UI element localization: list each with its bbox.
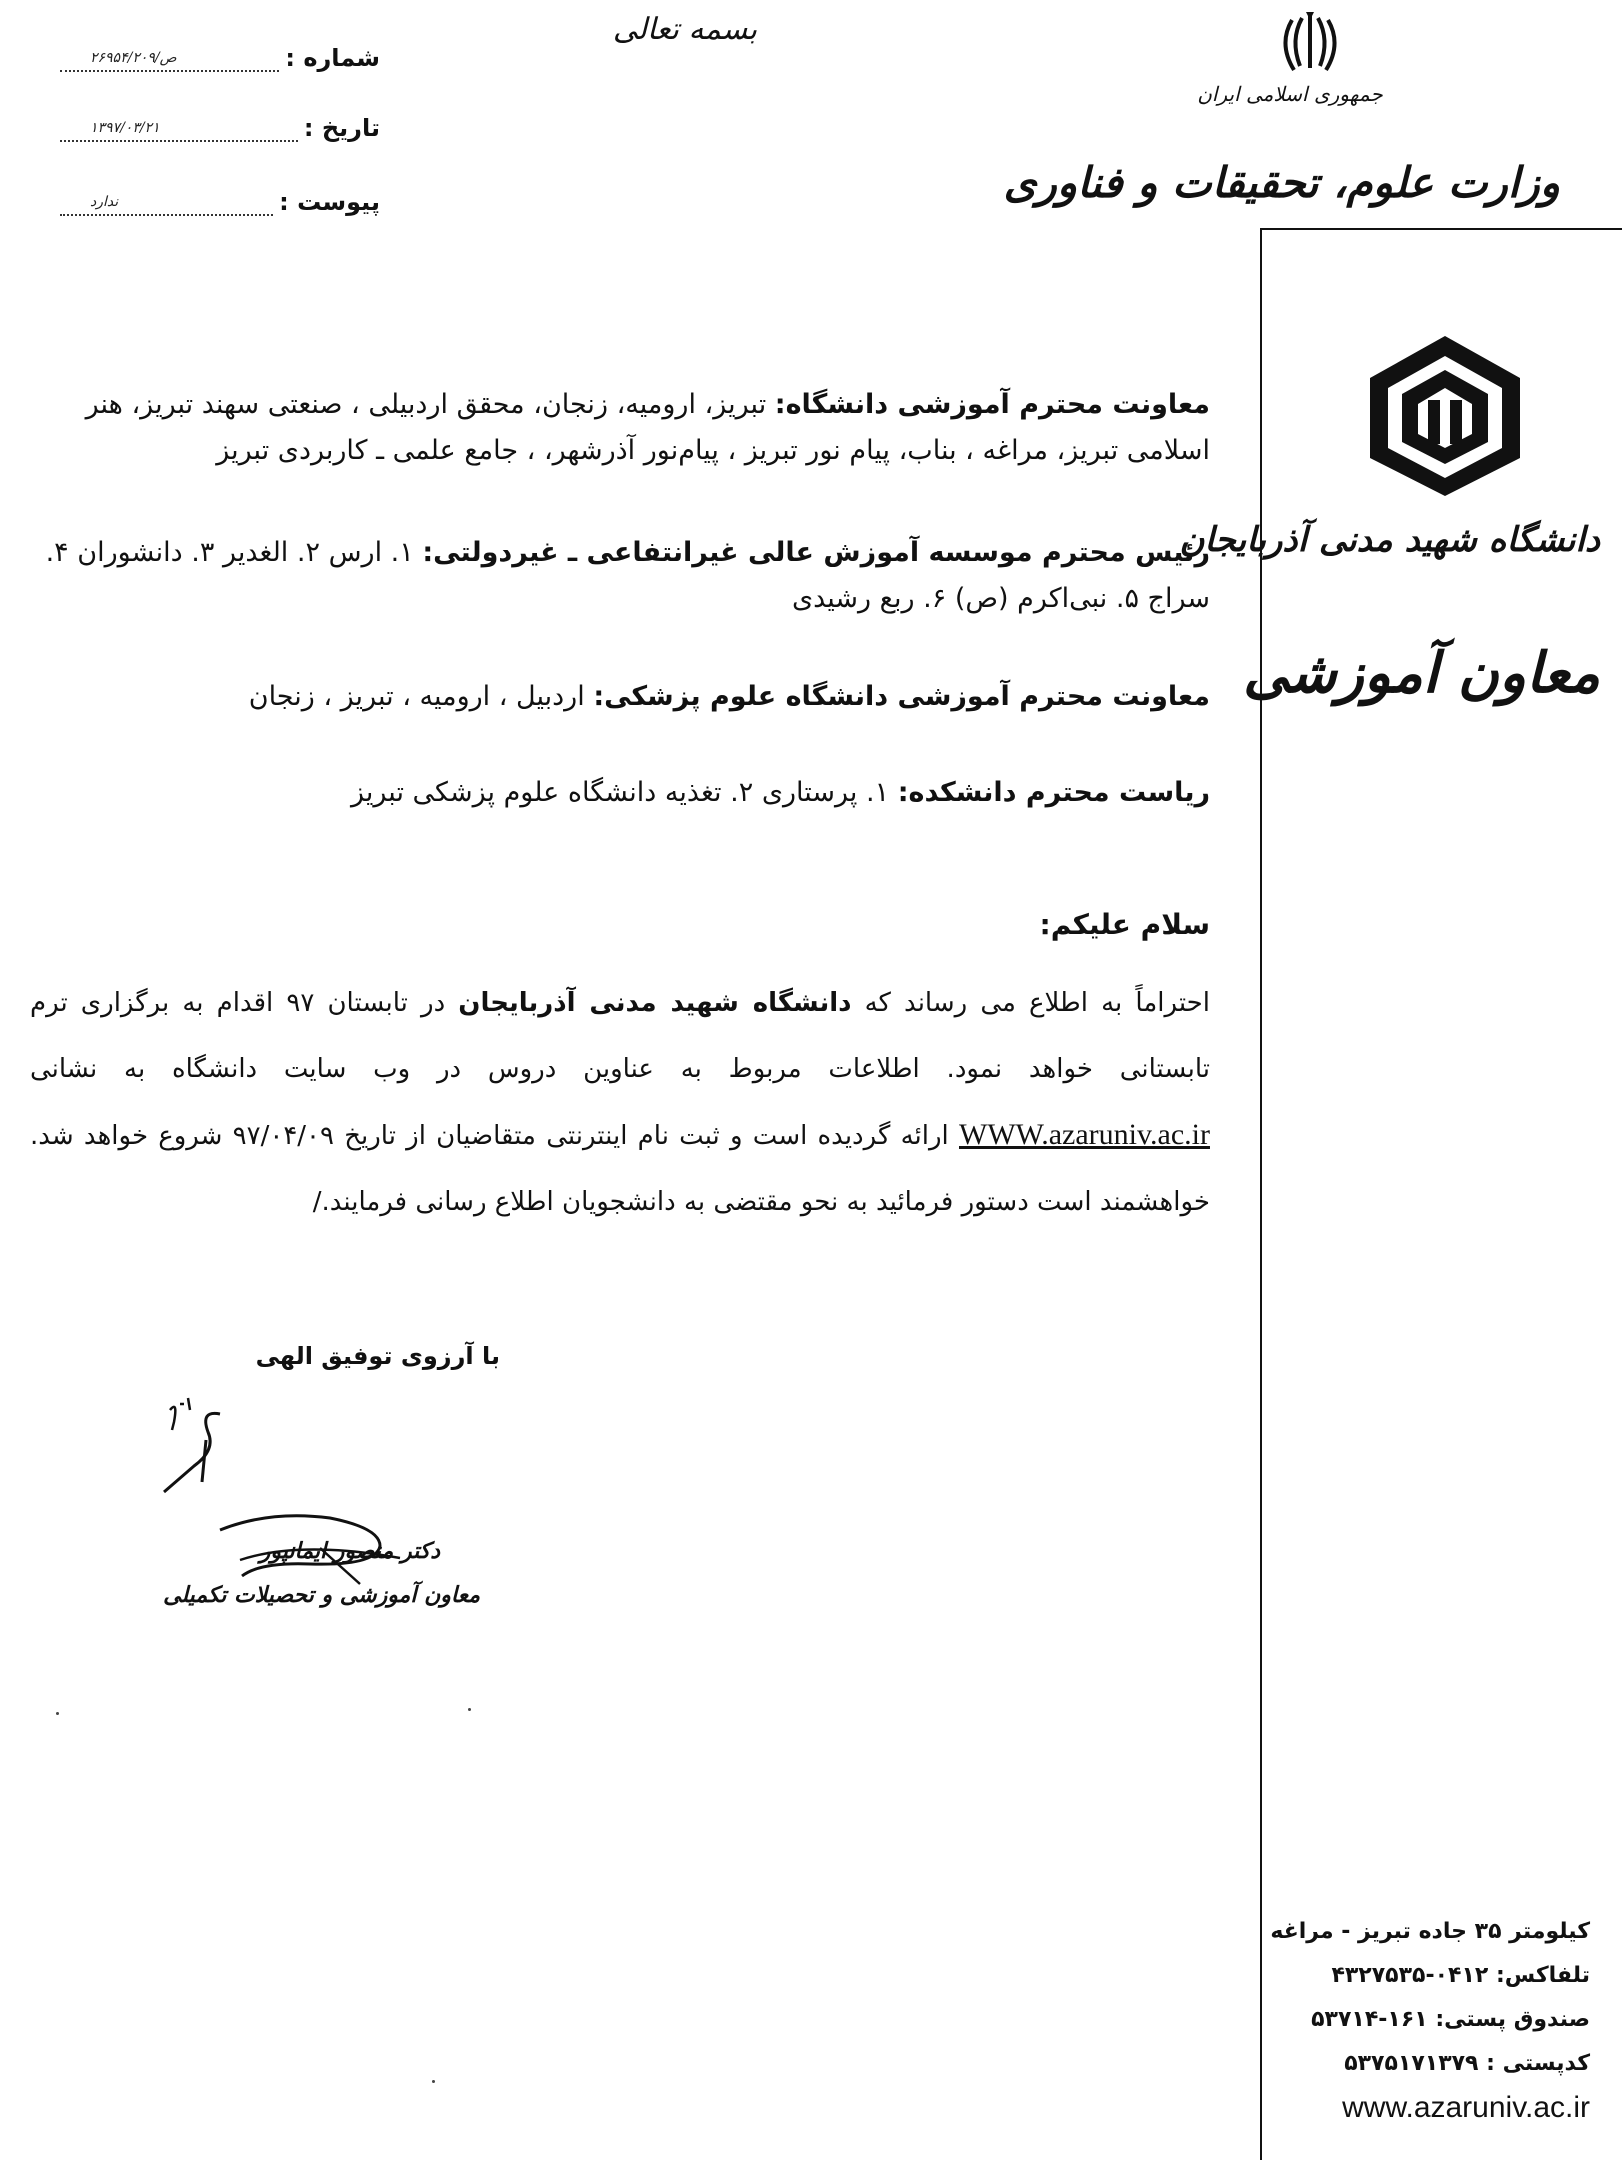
body-text: احتراماً به اطلاع می رساند که <box>851 988 1210 1018</box>
attachment-field <box>60 182 380 216</box>
addressee-university-deputies <box>30 382 1210 474</box>
scan-speck <box>432 2080 435 2083</box>
addressee-list: ۱. پرستاری ۲. تغذیه دانشگاه علوم پزشکی تبریز <box>350 777 898 808</box>
body-university-name: دانشگاه شهید مدنی آذربایجان <box>458 988 852 1018</box>
republic-name: جمهوری اسلامی ایران <box>1197 82 1383 106</box>
addressee-private-institutes <box>30 530 1210 622</box>
sidebar-divider <box>1260 228 1262 2160</box>
contact-fax: تلفاکس: ۰۴۱۲-۴۳۲۷۵۳۵ <box>1331 1963 1590 1988</box>
office-name: معاون آموزشی <box>1243 640 1600 706</box>
addressee-title: ریاست محترم دانشکده: <box>897 777 1210 808</box>
attachment-value: ندارد <box>60 192 273 216</box>
invocation-text: بسمه تعالی <box>612 12 758 47</box>
letter-date-value: ۱۳۹۷/۰۳/۲۱ <box>60 118 298 142</box>
addressee-title: معاونت محترم آموزشی دانشگاه: <box>774 389 1210 420</box>
scan-speck <box>56 1712 59 1715</box>
closing-line: با آرزوی توفیق الهی <box>255 1342 500 1370</box>
university-name: دانشگاه شهید مدنی آذربایجان <box>1179 520 1600 560</box>
letter-date-label: تاریخ : <box>303 114 380 142</box>
contact-block <box>1270 1910 1590 2130</box>
contact-address: کیلومتر ۳۵ جاده تبریز - مراغه <box>1270 1919 1590 1944</box>
body-text: در تابستان ۹۷ اقدام به برگزاری ترم تابستانی خواهد نمود. اطلاعات مربوط به عناوین دروس در وب سایت دانشگاه به نشانی <box>30 988 1210 1084</box>
contact-postal-code: کدپستی : ۵۳۷۵۱۷۱۳۷۹ <box>1344 2051 1590 2076</box>
addressee-faculties <box>30 770 1210 816</box>
invocation-calligraphy <box>610 4 760 84</box>
contact-po-box: صندوق پستی: ۱۶۱-۵۳۷۱۴ <box>1311 2007 1590 2032</box>
university-logo-icon <box>1360 330 1530 500</box>
addressee-list: اردبیل ، ارومیه ، تبریز ، زنجان <box>248 681 594 712</box>
body-text: ارائه گردیده است و ثبت نام اینترنتی متقاضیان از تاریخ ۹۷/۰۴/۰۹ شروع خواهد شد. خواهشمند است دستور فرمائید به نحو مقتضی به دانشجویان اطلاع رسانی فرمایند./ <box>30 1121 1210 1217</box>
signer-name: دکتر منصور ایمانپور <box>259 1538 440 1564</box>
header-divider <box>1260 228 1622 230</box>
addressee-medical-universities <box>30 674 1210 720</box>
letter-number-field <box>60 38 380 72</box>
scan-speck <box>468 1708 471 1711</box>
addressee-title: رئیس محترم موسسه آموزش عالی غیرانتفاعی ـ غیردولتی: <box>422 537 1210 568</box>
iran-emblem-icon <box>1280 10 1340 76</box>
letter-number-value: ۲۶۹۵۴/ص/۲۰۹ <box>60 48 279 72</box>
addressee-title: معاونت محترم آموزشی دانشگاه علوم پزشکی: <box>593 681 1210 712</box>
addressee-list: ۱. ارس ۲. الغدیر ۳. دانشوران ۴. سراج ۵. نبی‌اکرم (ص) ۶. ربع رشیدی <box>45 537 1210 614</box>
letter-body <box>30 970 1210 1235</box>
website-link[interactable]: WWW.azaruniv.ac.ir <box>959 1118 1210 1151</box>
addressee-list: تبریز، ارومیه، زنجان، محقق اردبیلی ، صنعتی سهند تبریز، هنر اسلامی تبریز، مراغه ، بناب، پیام نور تبریز ، پیام‌نور آذرشهر، ، جامع علمی ـ کاربردی تبریز <box>85 389 1210 466</box>
letter-number-label: شماره : <box>285 44 380 72</box>
contact-website[interactable]: www.azaruniv.ac.ir <box>1342 2091 1590 2124</box>
attachment-label: پیوست : <box>279 188 380 216</box>
signer-title: معاون آموزشی و تحصیلات تکمیلی <box>163 1582 480 1608</box>
ministry-name: وزارت علوم، تحقیقات و فناوری <box>1003 158 1560 207</box>
letter-date-field <box>60 108 380 142</box>
greeting: سلام علیکم: <box>1039 908 1210 941</box>
